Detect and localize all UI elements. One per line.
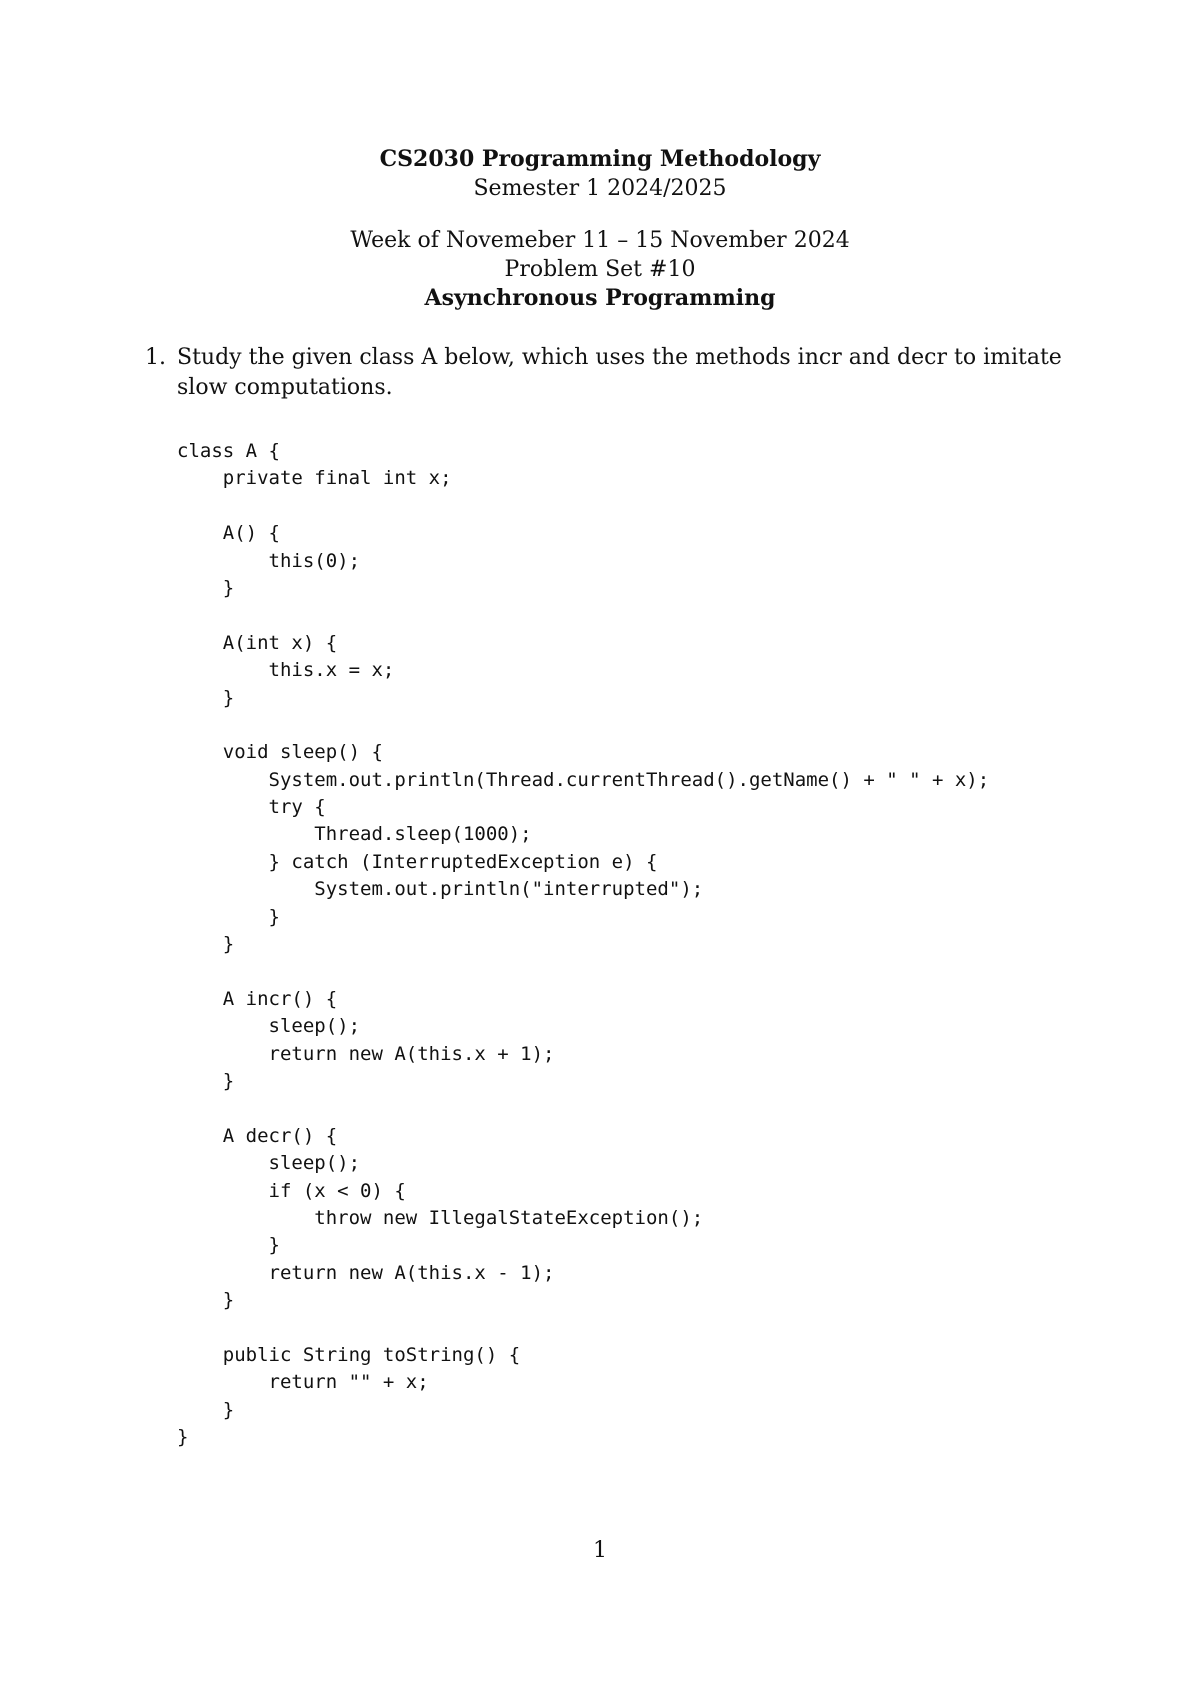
code-line [177,602,989,629]
code-line: } [177,686,235,709]
problem-set-line: Problem Set #10 [504,257,696,282]
code-line: void sleep() { [177,741,383,764]
code-line: if (x < 0) { [177,1179,406,1202]
code-line: } [177,933,235,956]
code-line: public String toString() { [177,1343,521,1366]
code-listing [177,438,989,1451]
code-line: Thread.sleep(1000); [177,823,532,846]
course-title: CS2030 Programming Methodology [379,146,821,172]
code-line: A(int x) { [177,631,338,654]
code-line: return new A(this.x + 1); [177,1042,555,1065]
question-number: 1. [145,345,166,370]
code-line: System.out.println(Thread.currentThread().getName() + " " + x); [177,768,990,791]
code-line: try { [177,796,326,819]
code-line: class A { [177,440,280,462]
code-line: } [177,576,235,599]
code-line [177,1095,989,1122]
topic-title: Asynchronous Programming [424,285,776,311]
question-text: Study the given class A below, which uses the methods incr and decr to imitate slow computations. [177,345,1062,400]
code-line [177,1315,989,1342]
code-line: throw new IllegalStateException(); [177,1206,704,1229]
code-line: A decr() { [177,1124,338,1147]
code-line [177,712,989,739]
header-spacer [0,203,1200,226]
document-header [0,145,1200,313]
code-line: this.x = x; [177,659,395,682]
code-line: System.out.println("interrupted"); [177,878,704,901]
code-line: } [177,1398,235,1421]
code-line: } [177,1426,189,1449]
code-line: A() { [177,522,280,545]
code-line: sleep(); [177,1015,361,1038]
code-line: } [177,1069,235,1092]
question-1 [145,343,1075,403]
code-line: A incr() { [177,987,338,1010]
code-line: } [177,1289,235,1312]
code-line: return "" + x; [177,1371,429,1394]
code-line: return new A(this.x - 1); [177,1261,555,1284]
page-number: 1 [593,1538,607,1563]
week-line: Week of Novemeber 11 – 15 November 2024 [350,228,850,253]
code-line: } catch (InterruptedException e) { [177,850,658,873]
code-line: this(0); [177,549,361,572]
semester-line: Semester 1 2024/2025 [473,176,727,201]
code-line [177,493,989,520]
code-line: private final int x; [177,467,452,490]
code-line: } [177,905,280,928]
code-line: sleep(); [177,1152,361,1175]
code-line [177,958,989,985]
code-line: } [177,1234,280,1257]
